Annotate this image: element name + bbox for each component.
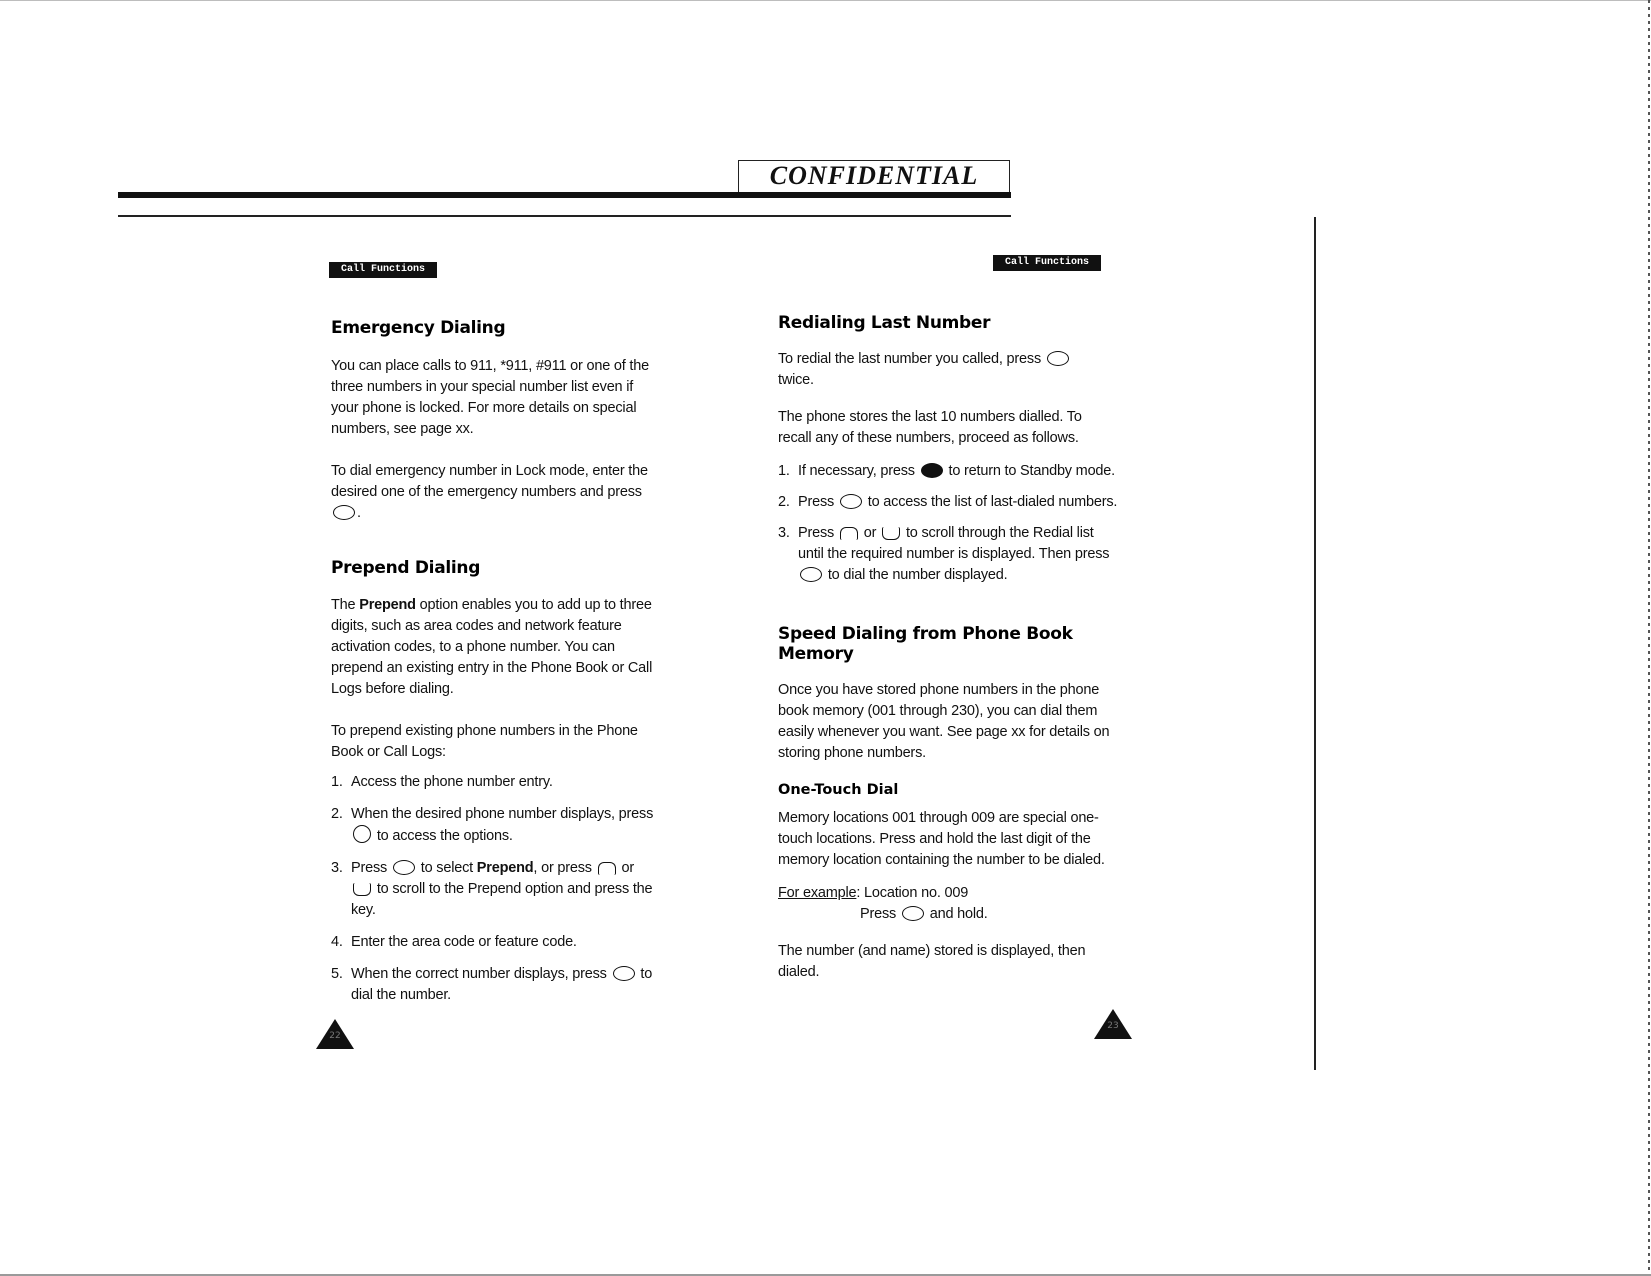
right-page xyxy=(778,313,1118,983)
prepend-step-3: 3. Press to select Prepend, or press or to scroll to the Prepend option and press the key. xyxy=(331,860,653,918)
prepend-dialing-heading: Prepend Dialing xyxy=(331,558,481,578)
left-page xyxy=(331,318,661,1006)
up-key-icon xyxy=(840,527,858,540)
example-press-line: Press and hold. xyxy=(860,906,988,922)
send-key-icon xyxy=(333,505,355,520)
nine-key-icon xyxy=(902,906,924,921)
one-touch-paragraph: Memory locations 001 through 009 are special one-touch locations. Press and hold the last digit of the memory location containing the number to be dialed. xyxy=(778,810,1105,868)
speed-paragraph-3: The number (and name) stored is displayed, then dialed. xyxy=(778,943,1086,980)
speed-dialing-heading: Speed Dialing from Phone Book Memory xyxy=(778,624,1073,664)
prepend-step-1: 1. Access the phone number entry. xyxy=(331,774,553,790)
section-tab-right: Call Functions xyxy=(993,255,1101,271)
prepend-paragraph-1: The Prepend option enables you to add up to three digits, such as area codes and network feature activation codes, to a phone number. You can prepend an existing entry in the Phone Book or Call Logs before dialing. xyxy=(331,597,653,697)
redial-step-2: 2. Press to access the list of last-dialed numbers. xyxy=(778,494,1118,510)
page-divider xyxy=(1314,217,1316,1070)
page-number-marker-right: 23 xyxy=(1094,1009,1132,1039)
send-key-icon xyxy=(840,494,862,509)
section-tab-left: Call Functions xyxy=(329,262,437,278)
redial-paragraph-2: The phone stores the last 10 numbers dialled. To recall any of these numbers, proceed as follows. xyxy=(778,409,1082,446)
example-line: For example: Location no. 009 xyxy=(778,885,969,901)
down-key-icon xyxy=(882,527,900,540)
send-key-icon xyxy=(800,567,822,582)
confidential-stamp: CONFIDENTIAL xyxy=(738,160,1010,192)
emergency-paragraph-1: You can place calls to 911, *911, #911 or one of the three numbers in your special number list even if your phone is locked. For more details on special numbers, see page xx. xyxy=(331,358,649,437)
header-rule-thin xyxy=(118,215,1011,217)
page-frame-right xyxy=(1648,0,1650,1276)
send-key-icon xyxy=(613,966,635,981)
redial-paragraph-1: To redial the last number you called, press twice. xyxy=(778,349,1118,391)
up-key-icon xyxy=(598,862,616,875)
page-number-marker-left: 22 xyxy=(316,1019,354,1049)
emergency-dialing-heading: Emergency Dialing xyxy=(331,318,506,338)
page-frame-top xyxy=(0,0,1651,1)
down-key-icon xyxy=(353,883,371,896)
speed-paragraph-1: Once you have stored phone numbers in the phone book memory (001 through 230), you can dial them easily whenever you want. See page xx for details on storing phone numbers. xyxy=(778,682,1110,761)
end-key-icon xyxy=(921,463,943,478)
redial-step-1: 1. If necessary, press to return to Standby mode. xyxy=(778,463,1115,479)
one-touch-dial-heading: One-Touch Dial xyxy=(778,782,899,798)
prepend-step-5: 5. When the correct number displays, press to dial the number. xyxy=(331,966,653,1003)
menu-key-icon xyxy=(353,825,371,843)
emergency-paragraph-2: To dial emergency number in Lock mode, enter the desired one of the emergency numbers and press . xyxy=(331,463,648,521)
redial-step-3: 3. Press or to scroll through the Redial list until the required number is displayed. Then press to dial the number displayed. xyxy=(778,525,1110,583)
prepend-step-2: 2. When the desired phone number displays, press to access the options. xyxy=(331,806,654,844)
send-key-icon xyxy=(1047,351,1069,366)
prepend-step-4: 4. Enter the area code or feature code. xyxy=(331,934,577,950)
navigation-key-icon xyxy=(393,860,415,875)
header-rule-thick xyxy=(118,192,1011,198)
redialing-heading: Redialing Last Number xyxy=(778,313,991,333)
prepend-paragraph-2: To prepend existing phone numbers in the Phone Book or Call Logs: xyxy=(331,723,638,760)
